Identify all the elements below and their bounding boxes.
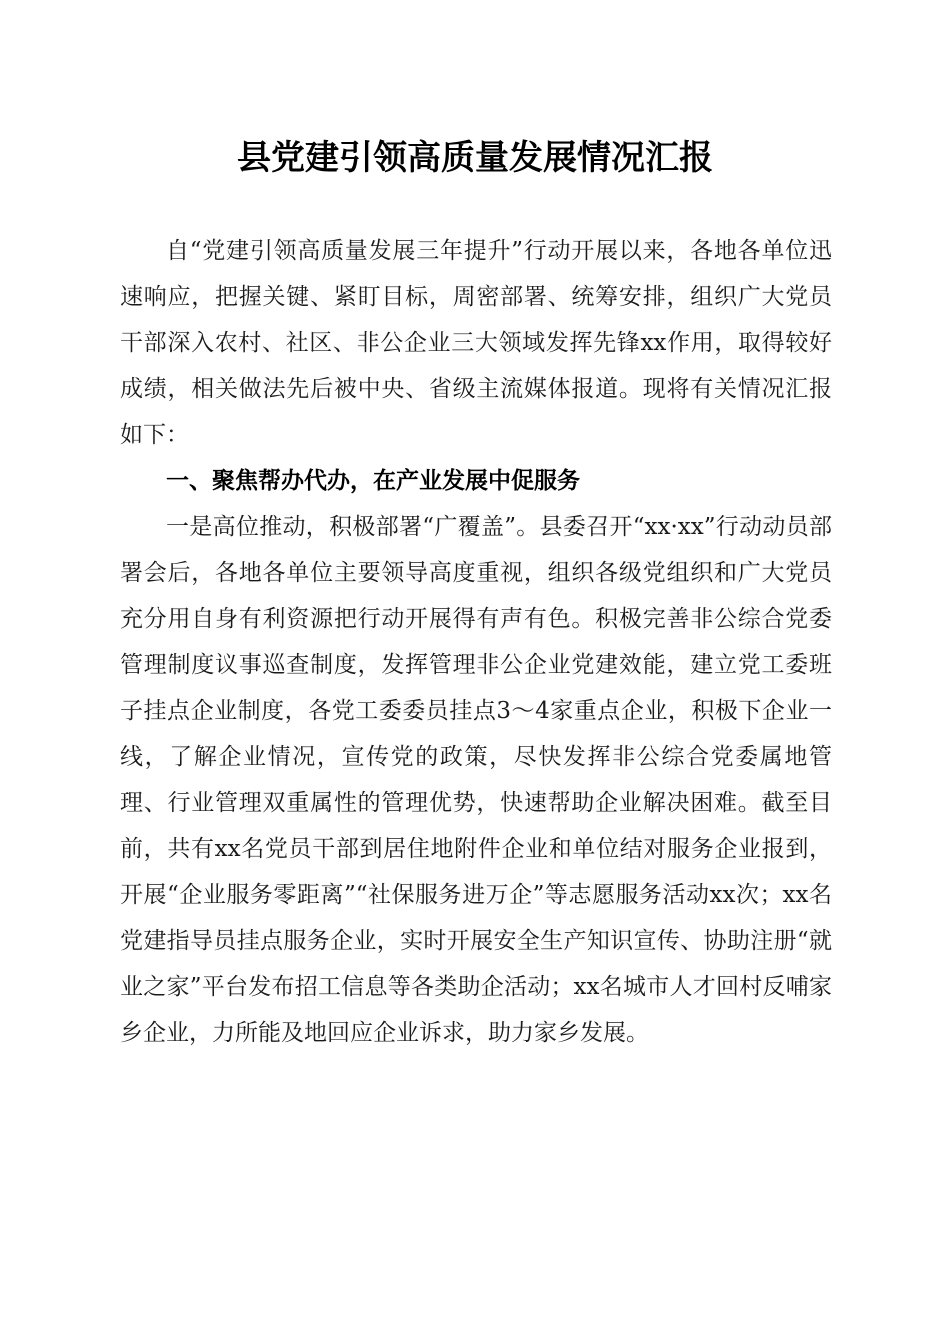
document-title: 县党建引领高质量发展情况汇报 bbox=[237, 138, 713, 178]
section-1-paragraph-1: 一是高位推动，积极部署“广覆盖”。县委召开“xx·xx”行动动员部署会后，各地各单位主要领导高度重视，组织各级党组织和广大党员充分用自身有利资源把行动开展得有声有色。积极完善非公综合党委管理制度议事巡查制度，发挥管理非公企业党建效能，建立党工委班子挂点企业制度，各党工委委员挂点3～4家重点企业，积极下企业一线，了解企业情况，宣传党的政策，尽快发挥非公综合党委属地管理、行业管理双重属性的管理优势，快速帮助企业解决困难。截至目前，共有xx名党员干部到居住地附件企业和单位结对服务企业报到，开展“企业服务零距离”“社保服务进万企”等志愿服务活动xx次；xx名党建指导员挂点服务企业，实时开展安全生产知识宣传、协助注册“就业之家”平台发布招工信息等各类助企活动；xx名城市人才回村反哺家乡企业，力所能及地回应企业诉求，助力家乡发展。 bbox=[120, 514, 832, 1046]
intro-paragraph: 自“党建引领高质量发展三年提升”行动开展以来，各地各单位迅速响应，把握关键、紧盯目标，周密部署、统筹安排，组织广大党员干部深入农村、社区、非公企业三大领域发挥先锋xx作用，取得较好成绩，相关做法先后被中央、省级主流媒体报道。现将有关情况汇报如下： bbox=[120, 238, 832, 448]
document-body bbox=[120, 228, 832, 1056]
section-heading-1: 一、聚焦帮办代办，在产业发展中促服务 bbox=[166, 468, 580, 494]
